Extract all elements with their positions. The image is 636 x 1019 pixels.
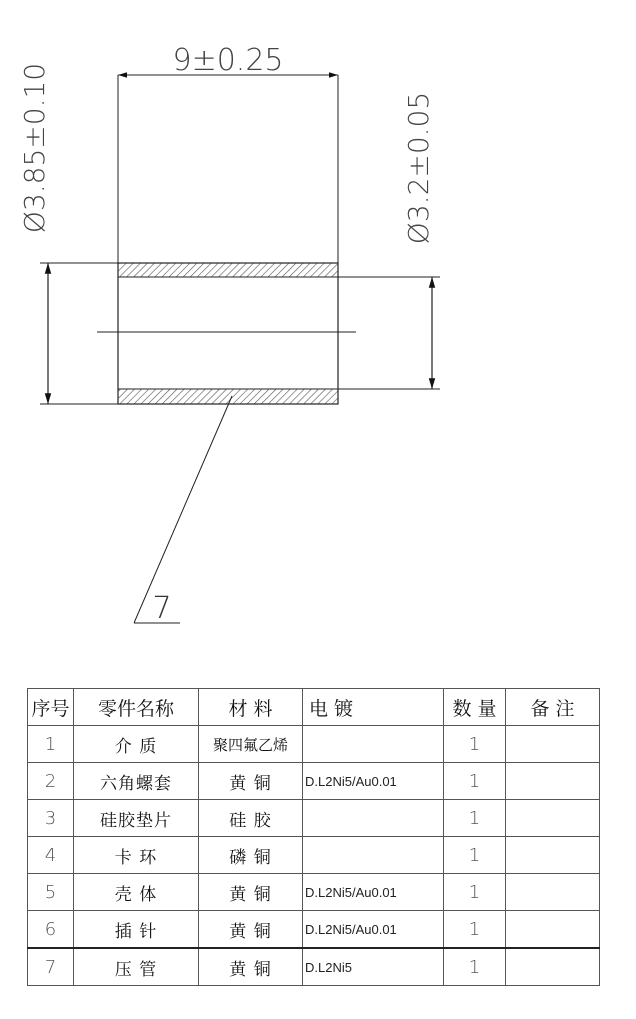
row-seq: 6 — [28, 911, 74, 949]
row-material: 黄 铜 — [199, 948, 303, 986]
row-seq: 3 — [28, 800, 74, 837]
parts-list-table — [27, 688, 600, 986]
balloon-number: 7 — [152, 591, 172, 626]
row-plating — [303, 800, 444, 837]
tube-wall-bottom-hatch — [118, 389, 338, 404]
row-seq: 1 — [28, 726, 74, 763]
header-quantity: 数 量 — [444, 689, 506, 726]
row-part-name: 六角螺套 — [74, 763, 199, 800]
row-remarks — [506, 911, 600, 949]
row-seq: 5 — [28, 874, 74, 911]
table-row — [28, 911, 600, 949]
row-seq: 4 — [28, 837, 74, 874]
row-part-name: 压 管 — [74, 948, 199, 986]
row-part-name: 卡 环 — [74, 837, 199, 874]
header-plating: 电 镀 — [303, 689, 444, 726]
row-quantity: 1 — [444, 726, 506, 763]
table-row — [28, 726, 600, 763]
row-part-name: 介 质 — [74, 726, 199, 763]
row-remarks — [506, 726, 600, 763]
row-plating: D.L2Ni5 — [303, 948, 444, 986]
inner-diameter-text: Ø3.2±0.05 — [402, 91, 435, 245]
tube-wall-top-hatch — [118, 263, 338, 277]
row-remarks — [506, 874, 600, 911]
row-material: 磷 铜 — [199, 837, 303, 874]
row-part-name: 壳 体 — [74, 874, 199, 911]
row-plating: D.L2Ni5/Au0.01 — [303, 874, 444, 911]
row-quantity: 1 — [444, 763, 506, 800]
row-remarks — [506, 837, 600, 874]
row-plating — [303, 726, 444, 763]
row-plating: D.L2Ni5/Au0.01 — [303, 911, 444, 949]
row-quantity: 1 — [444, 837, 506, 874]
row-remarks — [506, 800, 600, 837]
outer-diameter-dimension — [18, 63, 118, 404]
header-part-name: 零件名称 — [74, 689, 199, 726]
row-seq: 2 — [28, 763, 74, 800]
row-quantity: 1 — [444, 911, 506, 949]
row-material: 黄 铜 — [199, 911, 303, 949]
header-seq: 序号 — [28, 689, 74, 726]
tube-section — [97, 263, 356, 404]
table-row — [28, 874, 600, 911]
table-row — [28, 837, 600, 874]
row-plating — [303, 837, 444, 874]
row-quantity: 1 — [444, 800, 506, 837]
part-balloon — [134, 396, 232, 626]
row-remarks — [506, 763, 600, 800]
inner-diameter-dimension — [338, 92, 440, 389]
row-quantity: 1 — [444, 874, 506, 911]
table-header-row — [28, 689, 600, 726]
outer-diameter-text: Ø3.85±0.10 — [18, 62, 51, 234]
length-dimension-text: 9±0.25 — [172, 43, 284, 78]
row-remarks — [506, 948, 600, 986]
row-seq: 7 — [28, 948, 74, 986]
length-dimension — [118, 43, 338, 263]
header-remarks: 备 注 — [506, 689, 600, 726]
row-plating: D.L2Ni5/Au0.01 — [303, 763, 444, 800]
row-material: 黄 铜 — [199, 874, 303, 911]
row-material: 聚四氟乙烯 — [199, 726, 303, 763]
table-row — [28, 763, 600, 800]
row-part-name: 硅胶垫片 — [74, 800, 199, 837]
row-material: 硅 胶 — [199, 800, 303, 837]
row-part-name: 插 针 — [74, 911, 199, 949]
row-material: 黄 铜 — [199, 763, 303, 800]
row-quantity: 1 — [444, 948, 506, 986]
table-row — [28, 948, 600, 986]
table-row — [28, 800, 600, 837]
header-material: 材 料 — [199, 689, 303, 726]
